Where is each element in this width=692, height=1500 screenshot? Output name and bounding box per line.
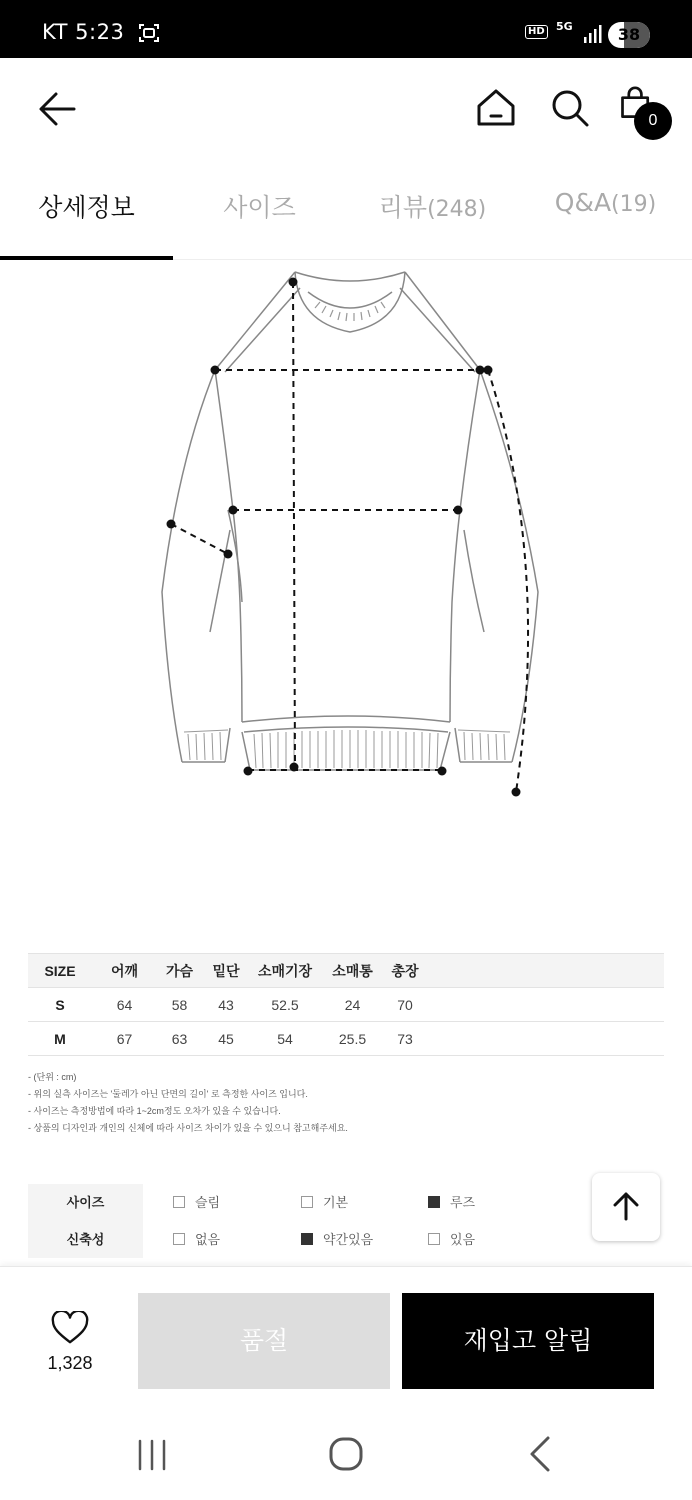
- fit-option: [428, 1184, 475, 1221]
- fit-option-label: 있음: [450, 1232, 476, 1247]
- header-spacer: [425, 954, 664, 988]
- fit-option: [173, 1184, 220, 1221]
- checkbox-icon: [173, 1233, 185, 1245]
- product-tabs: [0, 158, 692, 260]
- tab-label: Q&A: [554, 188, 612, 217]
- header-sleeve-length: 소매기장: [257, 962, 313, 979]
- note-line: - 위의 실측 사이즈는 '둘레가 아닌 단면의 길이' 로 측정한 사이즈 입니다.: [28, 1089, 308, 1099]
- cart-count-badge: 0: [634, 102, 672, 140]
- size-label: S: [55, 996, 65, 1013]
- checkbox-checked-icon: [428, 1196, 440, 1208]
- checkbox-checked-icon: [301, 1233, 313, 1245]
- back-arrow-icon[interactable]: [36, 88, 78, 130]
- fit-option: [301, 1184, 348, 1221]
- fit-option: [301, 1221, 373, 1258]
- sweater-measurement-diagram: [150, 262, 550, 807]
- tab-label: 상세정보: [38, 193, 135, 222]
- tab-detail[interactable]: [0, 188, 173, 260]
- fit-option-label: 루즈: [450, 1195, 476, 1210]
- table-row: [28, 1022, 664, 1056]
- table-cell-spacer: [425, 988, 664, 1022]
- scroll-to-top-button[interactable]: [592, 1173, 660, 1241]
- checkbox-icon: [301, 1196, 313, 1208]
- fit-label: 신축성: [28, 1221, 143, 1258]
- fit-label: 사이즈: [28, 1184, 143, 1221]
- recent-apps-icon[interactable]: [134, 1438, 170, 1472]
- signal-icon: [582, 23, 602, 45]
- tab-label: 리뷰: [378, 193, 428, 222]
- app-header: [0, 58, 692, 158]
- table-cell: 52.5: [271, 996, 299, 1013]
- nav-home-icon[interactable]: [326, 1434, 366, 1474]
- heart-icon: [50, 1311, 90, 1345]
- header-size: SIZE: [44, 962, 76, 979]
- table-cell: 73: [397, 1030, 413, 1047]
- table-cell: 54: [277, 1030, 293, 1047]
- arrow-up-icon: [592, 1173, 660, 1241]
- table-cell: 45: [218, 1030, 234, 1047]
- fit-option: [173, 1221, 220, 1258]
- tab-label: 사이즈: [223, 193, 296, 222]
- home-icon[interactable]: [474, 86, 518, 130]
- table-cell: 24: [344, 996, 361, 1013]
- size-label: M: [54, 1030, 66, 1047]
- fit-row-size: [28, 1184, 592, 1221]
- like-button[interactable]: [28, 1311, 112, 1381]
- fit-option-label: 기본: [323, 1195, 349, 1210]
- tab-count: (19): [611, 192, 657, 217]
- fit-info-table: [28, 1184, 592, 1264]
- search-icon[interactable]: [548, 86, 592, 130]
- bottom-action-bar: [0, 1266, 692, 1410]
- table-cell: 43: [218, 996, 234, 1013]
- network-5g-icon: 5G: [556, 20, 573, 33]
- table-cell: 70: [397, 996, 413, 1013]
- fit-option-label: 슬림: [195, 1195, 221, 1210]
- battery-icon: [608, 22, 650, 48]
- cart-button[interactable]: [614, 84, 674, 140]
- active-tab-indicator: [0, 256, 173, 260]
- note-line: - 상품의 디자인과 개인의 신체에 따라 사이즈 차이가 있을 수 있으니 참고해주세요.: [28, 1123, 348, 1133]
- table-cell: 64: [116, 996, 133, 1013]
- size-chart-table: [28, 953, 664, 1056]
- note-line: - (단위 : cm): [28, 1072, 77, 1082]
- table-cell: 25.5: [338, 1030, 367, 1047]
- size-notes: [28, 1069, 348, 1137]
- fit-option-label: 없음: [195, 1232, 221, 1247]
- checkbox-icon: [173, 1196, 185, 1208]
- hd-icon: HD: [525, 25, 548, 39]
- restock-alert-button[interactable]: 재입고 알림: [402, 1293, 654, 1389]
- header-shoulder: 어깨: [110, 962, 139, 979]
- battery-level: 38: [617, 25, 641, 44]
- header-chest: 가슴: [165, 962, 194, 979]
- header-hem: 밑단: [212, 962, 240, 979]
- fit-option: [428, 1221, 475, 1258]
- status-carrier-time: KT 5:23: [42, 20, 125, 44]
- status-bar: [0, 0, 692, 58]
- tab-count: (248): [427, 197, 487, 222]
- tab-size[interactable]: [173, 188, 346, 260]
- header-total-length: 총장: [391, 962, 419, 979]
- screen-record-icon: [138, 23, 160, 43]
- table-row: [28, 988, 664, 1022]
- soldout-button[interactable]: 품절: [138, 1293, 390, 1389]
- system-nav-bar: [0, 1410, 692, 1500]
- fit-row-stretch: [28, 1221, 592, 1258]
- checkbox-icon: [428, 1233, 440, 1245]
- table-header-row: [28, 954, 664, 988]
- note-line: - 사이즈는 측정방법에 따라 1~2cm정도 오차가 있을 수 있습니다.: [28, 1106, 281, 1116]
- like-count: 1,328: [47, 1353, 93, 1373]
- header-sleeve-width: 소매통: [332, 962, 373, 979]
- tab-qna[interactable]: [519, 188, 692, 260]
- table-cell: 63: [171, 1030, 188, 1047]
- table-cell: 58: [171, 996, 188, 1013]
- fit-option-label: 약간있음: [323, 1232, 374, 1247]
- table-cell-spacer: [425, 1022, 664, 1056]
- table-cell: 67: [116, 1030, 133, 1047]
- nav-back-icon[interactable]: [522, 1434, 556, 1474]
- tab-review[interactable]: [346, 188, 519, 260]
